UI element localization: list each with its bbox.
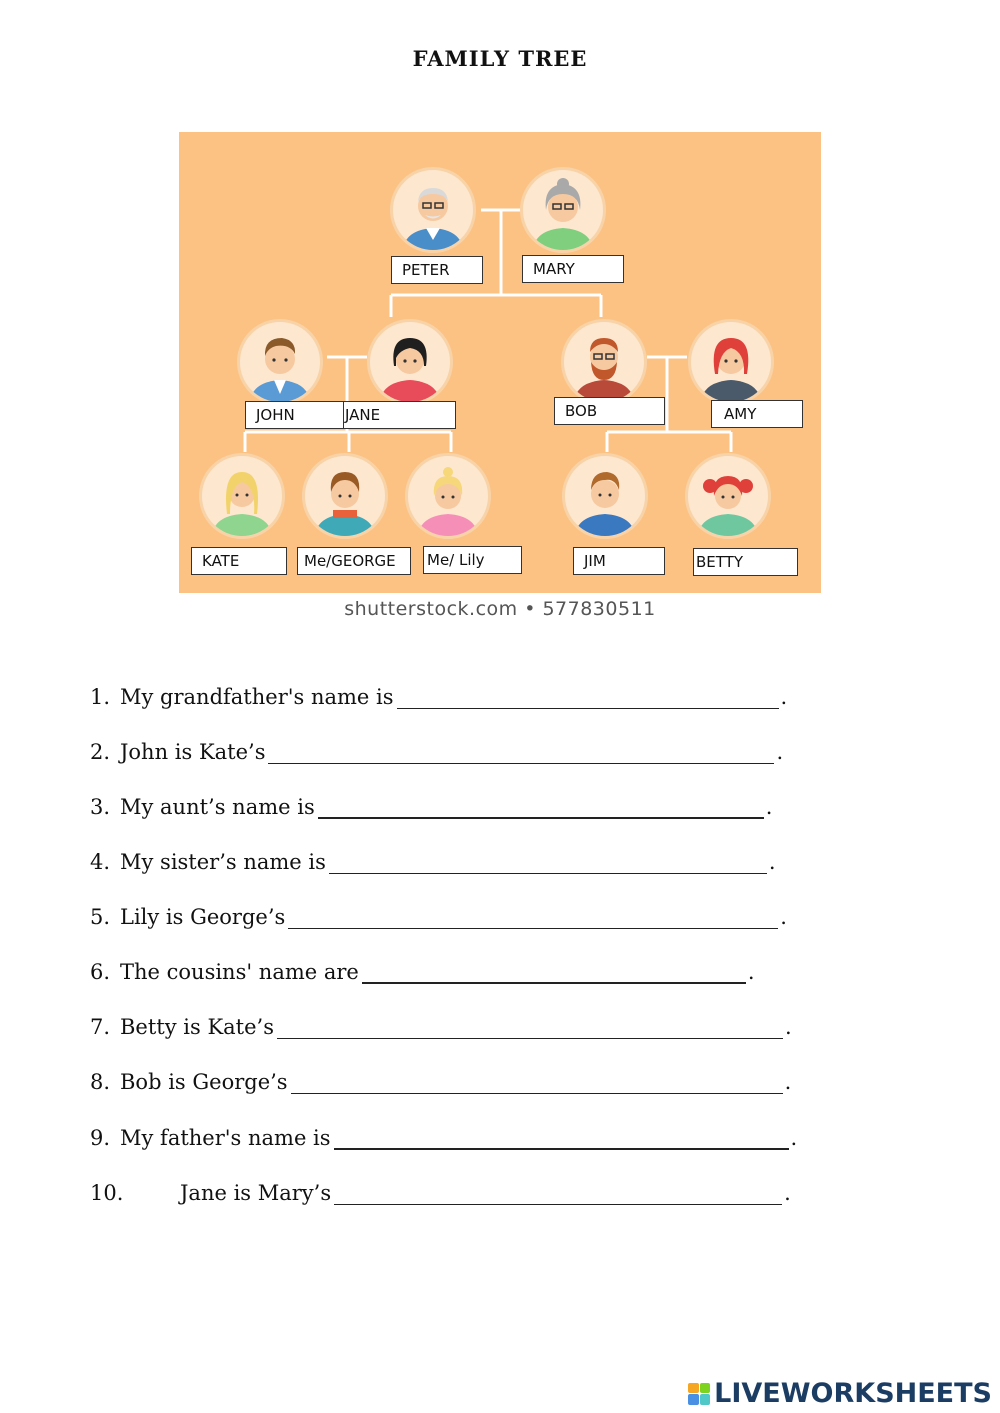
question-3 [90,795,772,819]
question-text: My sister’s name is [120,850,326,874]
lily-avatar [405,453,491,539]
liveworksheets-logo-icon [688,1383,710,1405]
father-avatar [237,319,323,405]
question-end: . [747,960,755,984]
name-box-amy: AMY [711,400,803,428]
page-title: FAMILY TREE [412,46,588,71]
question-number: 3. [90,795,111,819]
question-end: . [780,905,787,929]
question-number: 7. [90,1015,111,1039]
question-end: . [790,1126,798,1150]
question-8 [90,1070,791,1094]
grandfather-avatar [390,167,476,253]
question-number: 9. [90,1126,111,1150]
question-number: 8. [90,1070,111,1094]
question-4 [90,850,776,874]
question-1 [90,685,787,709]
name-box-mary: MARY [522,255,624,283]
question-text: The cousins' name are [120,960,359,984]
uncle-avatar [561,319,647,405]
question-text: Jane is Mary’s [180,1181,332,1205]
question-number: 1. [90,685,111,709]
question-end: . [784,1070,792,1094]
liveworksheets-logo [688,1378,992,1409]
mother-avatar [367,319,453,405]
name-box-peter: PETER [391,256,483,284]
answer-blank-3[interactable] [318,797,764,819]
question-9 [90,1126,797,1150]
answer-blank-7[interactable] [277,1018,783,1039]
question-text: Bob is George’s [120,1070,288,1094]
question-text: My aunt’s name is [120,795,315,819]
question-end: . [784,1181,791,1205]
image-credit: shutterstock.com • 577830511 [344,598,656,620]
question-text: Betty is Kate’s [120,1015,274,1039]
question-10 [90,1181,791,1205]
name-box-bob: BOB [554,397,665,425]
aunt-avatar [688,319,774,405]
question-end: . [784,1015,792,1039]
question-number: 10. [90,1181,124,1205]
question-end: . [768,850,776,874]
sister-avatar [199,453,285,539]
grandmother-avatar [520,167,606,253]
answer-blank-1[interactable] [397,688,779,709]
name-box-kate: KATE [191,547,287,575]
name-box-betty: BETTY [693,548,798,576]
question-end: . [780,685,788,709]
question-2 [90,740,783,764]
answer-blank-10[interactable] [334,1184,782,1205]
family-tree-image [179,132,821,593]
answer-blank-2[interactable] [268,743,774,764]
betty-avatar [685,453,771,539]
question-number: 4. [90,850,111,874]
answer-blank-9[interactable] [334,1128,789,1150]
question-5 [90,905,787,929]
brand-name: LIVEWORKSHEETS [714,1378,992,1409]
question-7 [90,1015,792,1039]
answer-blank-8[interactable] [291,1073,783,1094]
question-end: . [765,795,773,819]
name-box-george: Me/GEORGE [297,547,411,575]
question-text: My father's name is [120,1126,331,1150]
name-box-lily: Me/ Lily [423,546,522,574]
question-6 [90,960,755,984]
question-number: 5. [90,905,111,929]
question-text: Lily is George’s [120,905,286,929]
question-number: 2. [90,740,111,764]
name-box-jane: JANE [343,401,456,429]
answer-blank-6[interactable] [362,962,746,984]
answer-blank-4[interactable] [329,853,767,874]
name-box-jim: JIM [573,547,665,575]
question-text: John is Kate’s [120,740,266,764]
question-text: My grandfather's name is [120,685,394,709]
jim-avatar [562,453,648,539]
question-number: 6. [90,960,111,984]
question-end: . [776,740,784,764]
name-box-john: JOHN [245,401,345,429]
answer-blank-5[interactable] [288,908,778,929]
george-avatar [302,453,388,539]
